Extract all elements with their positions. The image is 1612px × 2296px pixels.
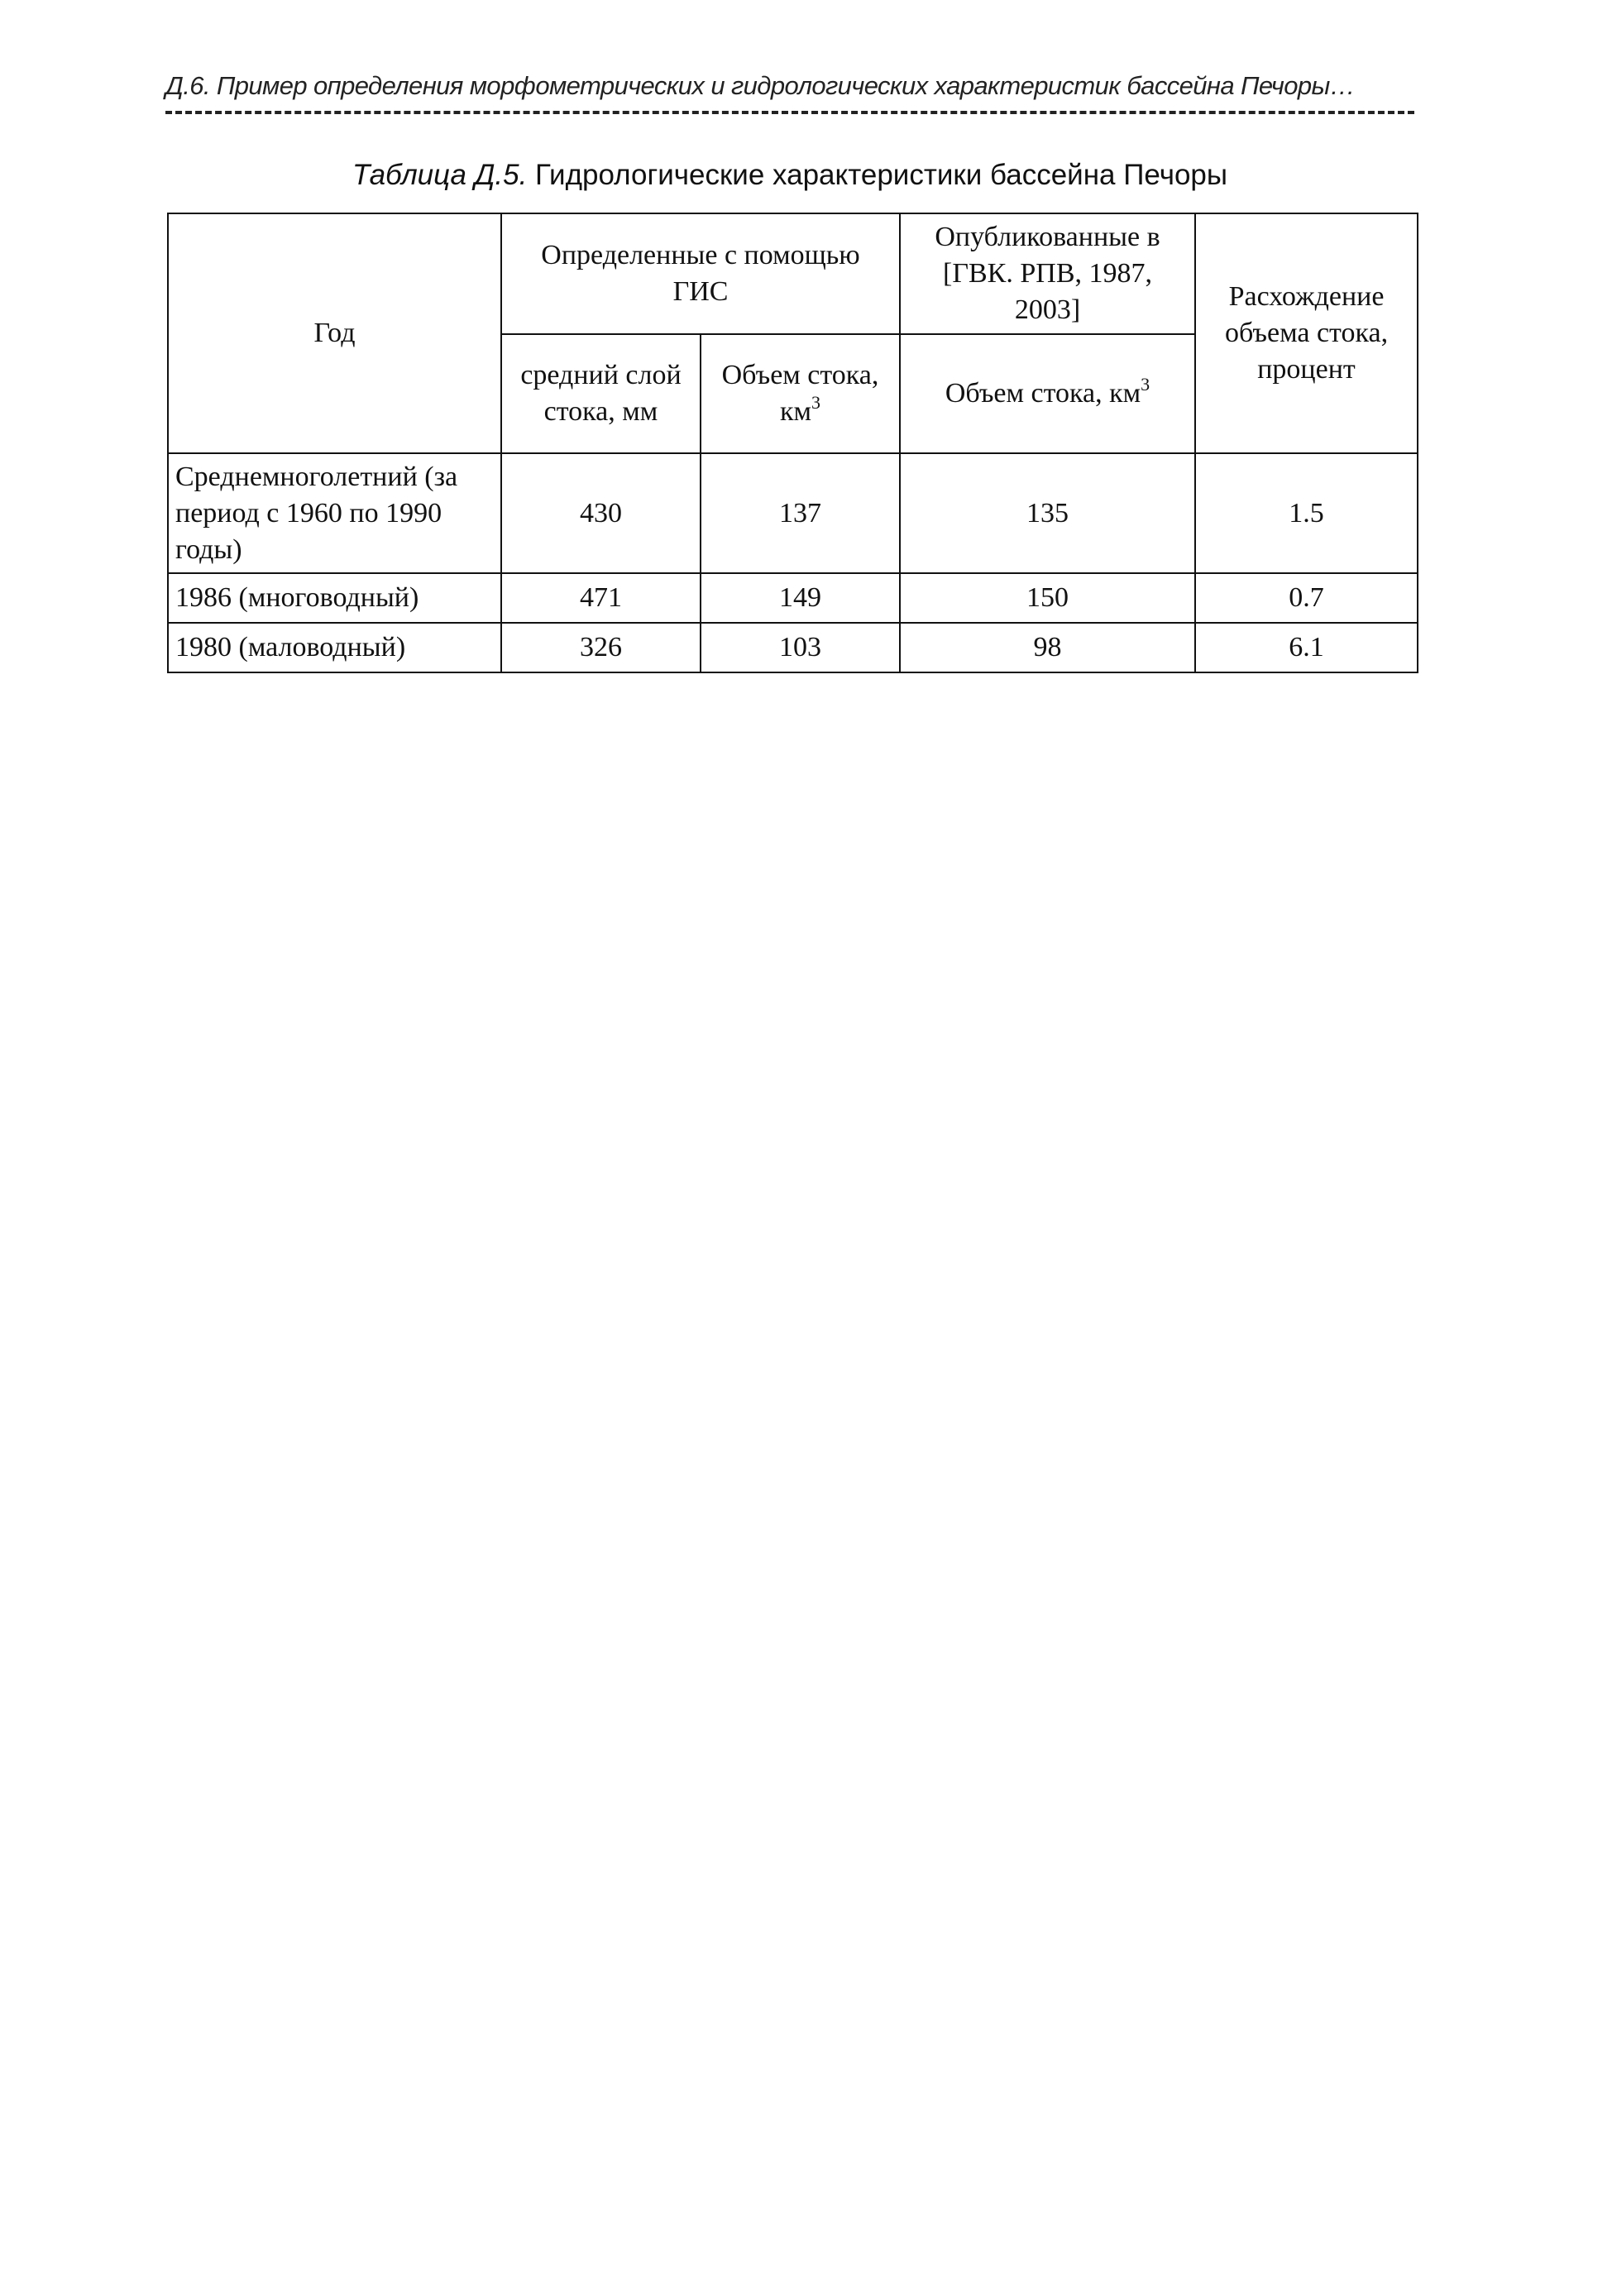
hydrology-table — [167, 213, 1418, 673]
row-volume-published: 150 — [900, 573, 1195, 623]
table-header-row — [168, 213, 1418, 334]
header-gis-group: Определенные с помощью ГИС — [501, 213, 900, 334]
row-discrepancy: 6.1 — [1195, 623, 1418, 672]
header-volume-published-sup: 3 — [1141, 374, 1150, 395]
table-row — [168, 573, 1418, 623]
header-year: Год — [168, 213, 501, 453]
table-row — [168, 453, 1418, 573]
row-period: 1986 (многоводный) — [168, 573, 501, 623]
header-volume-published-text: Объем стока, км — [945, 378, 1141, 409]
row-discrepancy: 1.5 — [1195, 453, 1418, 573]
header-volume-gis-text: Объем стока, км — [721, 360, 879, 427]
header-volume-gis — [701, 334, 900, 453]
table-caption-label: Таблица Д.5. — [352, 159, 528, 191]
header-published-group: Опубликованные в [ГВК. РПВ, 1987, 2003] — [900, 213, 1195, 334]
row-discrepancy: 0.7 — [1195, 573, 1418, 623]
row-volume-gis: 137 — [701, 453, 900, 573]
row-avg-layer: 326 — [501, 623, 701, 672]
header-avg-layer: средний слой стока, мм — [501, 334, 701, 453]
row-volume-published: 98 — [900, 623, 1195, 672]
running-header: Д.6. Пример определения морфометрических и гидрологических характеристик бассейна Печоры… — [165, 71, 1356, 100]
row-period: Среднемноголетний (за период с 1960 по 1990 годы) — [168, 453, 501, 573]
table-caption-text: Гидрологические характеристики бассейна Печоры — [527, 159, 1228, 191]
row-period: 1980 (маловодный) — [168, 623, 501, 672]
header-dashed-rule — [165, 111, 1414, 114]
row-volume-gis: 103 — [701, 623, 900, 672]
row-volume-gis: 149 — [701, 573, 900, 623]
header-volume-published — [900, 334, 1195, 453]
header-discrepancy: Расхождение объема стока, процент — [1195, 213, 1418, 453]
table-row — [168, 623, 1418, 672]
header-volume-gis-sup: 3 — [811, 392, 821, 413]
row-avg-layer: 430 — [501, 453, 701, 573]
row-volume-published: 135 — [900, 453, 1195, 573]
row-avg-layer: 471 — [501, 573, 701, 623]
table-caption — [165, 157, 1414, 194]
